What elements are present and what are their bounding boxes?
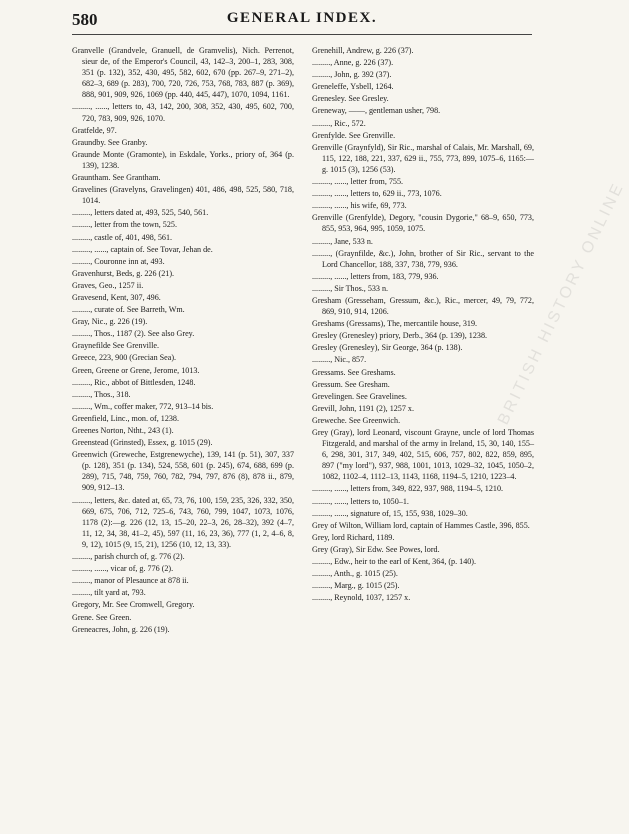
index-entry: Granvelle (Grandvele, Granuell, de Gramvelis), Nich. Perrenot, sieur de, of the Emperor's Council, 43, 142–3, 200–1, 283, 308, 351 (p. 132), 352, 430, 495, 582, 602, 670 (pp. 267–9, 271–2), 682–3, 689 (p. 283), 700, 720, 726, 753, 768, 783, 887 (p. 369), 888, 901, 909, 926, 1069 (pp. 440, 445, 447), 1070, 1094, 1161. [72, 46, 294, 100]
index-entry: Gressum. See Gresham. [312, 379, 390, 389]
index-entry: ........., John, g. 392 (37). [312, 70, 392, 80]
index-entry: ........., ......, signature of, 15, 155, 938, 1029–30. [312, 508, 468, 518]
index-entry: Green, Greene or Grene, Jerome, 1013. [72, 365, 200, 375]
index-column-left [72, 45, 294, 636]
index-entry: Greenfield, Linc., mon. of, 1238. [72, 413, 179, 423]
index-entry: Gregory, Mr. See Cromwell, Gregory. [72, 600, 195, 610]
index-entry: Grevelingen. See Gravelines. [312, 391, 407, 401]
index-column-right [312, 45, 534, 604]
index-entry: ........., manor of Plesaunce at 878 ii. [72, 576, 189, 586]
index-entry: ........., ......, letters to, 629 ii., 773, 1076. [312, 189, 442, 199]
index-entry: ........., ......, letters to, 1050–1. [312, 496, 409, 506]
index-entry: ........., ......, his wife, 69, 773. [312, 201, 407, 211]
index-entry: Gravelines (Gravelyns, Gravelingen) 401, 486, 498, 525, 580, 718, 1014. [72, 185, 294, 206]
index-entry: Greneacres, John, g. 226 (19). [72, 624, 170, 634]
index-entry: ........., letter from the town, 525. [72, 220, 177, 230]
page-header [72, 10, 532, 32]
index-entry: ........., tilt yard at, 793. [72, 588, 146, 598]
index-entry: Greweche. See Greenwich. [312, 415, 401, 425]
index-entry: ........., letters, &c. dated at, 65, 73, 76, 100, 159, 235, 326, 332, 350, 669, 675, 706, 712, 725–6, 743, 760, 799, 1047, 1073, 1076, 1178 (2):—g. 226 (12, 13, 15–20, 22–3, 26, 28–32), 392 (4–7, 11, 12, 34, 38, 41–2, 45), 597 (11, 16, 23, 36), 777 (1, 2, 4–6, 8, 9, 12), 1015 (9, 15, 21), 1256 (10, 12, 13, 33). [72, 495, 294, 549]
index-entry: ........., Edw., heir to the earl of Kent, 364, (p. 140). [312, 557, 477, 567]
index-entry: ........., ......, letters to, 43, 142, 200, 308, 352, 430, 495, 602, 700, 720, 783, 909, 926, 1070. [72, 102, 294, 123]
index-entry: ........., Marg., g. 1015 (25). [312, 581, 400, 591]
index-entry: Greneleffe, Ysbell, 1264. [312, 82, 394, 92]
index-entry: Grauntham. See Grantham. [72, 173, 161, 183]
index-entry: Greenes Norton, Ntht., 243 (1). [72, 426, 174, 435]
index-entry: ........., Thos., 318. [72, 389, 131, 399]
header-rule [72, 34, 532, 35]
index-entry: Gressams. See Greshams. [312, 367, 396, 377]
index-entry: ........., parish church of, g. 776 (2). [72, 552, 185, 562]
index-entry: Gresley (Grenesley) priory, Derb., 364 (p. 139), 1238. [312, 331, 488, 341]
index-entry: Greenstead (Grinsted), Essex, g. 1015 (29). [72, 438, 213, 448]
index-entry: ........., Wm., coffer maker, 772, 913–14 bis. [72, 401, 214, 411]
index-entry: ........., (Graynfilde, &c.), John, brother of Sir Ric., servant to the Lord Chancellor, 188, 337, 738, 779, 936. [312, 248, 534, 269]
index-entry: Graves, Geo., 1257 ii. [72, 280, 144, 290]
index-entry: Graynefilde See Grenville. [72, 341, 159, 351]
index-entry: Grenville (Grenfylde), Degory, "cousin Dygorie," 68–9, 650, 773, 855, 953, 964, 995, 1059, 1075. [312, 213, 534, 234]
index-entry: Greece, 223, 900 (Grecian Sea). [72, 353, 177, 363]
index-entry: Grey (Gray), Sir Edw. See Powes, lord. [312, 544, 440, 554]
index-entry: ........., Anth., g. 1015 (25). [312, 569, 398, 579]
page-title: GENERAL INDEX. [226, 10, 378, 26]
index-entry: ........., letters dated at, 493, 525, 540, 561. [72, 208, 209, 218]
index-entry: Greenwich (Greweche, Estgrenewyche), 139, 141 (p. 51), 307, 337 (p. 128), 351 (p. 134), 524, 558, 601 (p. 245), 674, 688, 699 (p. 289), 715, 748, 759, 760, 782, 794, 797, 876 (8), 878 ii., 879, 909, 912–13. [72, 450, 294, 493]
index-entry: ........., Thos., 1187 (2). See also Grey. [72, 329, 195, 339]
index-entry: Gravenhurst, Beds, g. 226 (21). [72, 268, 175, 278]
index-entry: Grenville (Graynfyld), Sir Ric., marshal of Calais, Mr. Marshall, 69, 115, 122, 188, 221, 337, 629 ii., 755, 773, 899, 1075–6, 1165:—g. 1015 (3), 1256 (53). [312, 142, 534, 174]
index-entry: Grenfylde. See Grenville. [312, 130, 396, 140]
index-entry: ........., ......, captain of. See Tovar, Jehan de. [72, 244, 213, 254]
index-entry: Gray, Nic., g. 226 (19). [72, 317, 148, 327]
index-entry: Gresley (Grenesley), Sir George, 364 (p. 138). [312, 343, 463, 353]
index-entry: Greshams (Gressams), The, mercantile house, 319. [312, 319, 478, 329]
index-entry: Greneway, ——, gentleman usher, 798. [312, 106, 441, 116]
index-entry: Grey (Gray), lord Leonard, viscount Grayne, uncle of lord Thomas Fitzgerald, and marshal of the army in Ireland, 15, 30, 140, 155–6, 298, 301, 317, 349, 402, 515, 606, 757, 802, 822, 859, 895, 897 ("my lord"), 937, 988, 1001, 1013, 1029–32, 1045, 1050–2, 1082, 1102–4, 1112–13, 1143, 1168, 1194–5, 1210, 1223–4. [312, 428, 534, 482]
index-entry: Gratfelde, 97. [72, 125, 117, 135]
index-entry: ........., Ric., abbot of Bittlesden, 1248. [72, 377, 196, 387]
index-entry: Grene. See Green. [72, 612, 132, 622]
index-entry: ........., Jane, 533 n. [312, 236, 373, 246]
index-entry: Grey, lord Richard, 1189. [312, 532, 395, 542]
index-entry: ........., castle of, 401, 498, 561. [72, 232, 173, 242]
index-entry: Grevill, John, 1191 (2), 1257 x. [312, 403, 414, 413]
index-entry: Grey of Wilton, William lord, captain of Hammes Castle, 396, 855. [312, 520, 530, 530]
page-number: 580 [72, 10, 98, 29]
index-entry: ........., ......, letters from, 183, 779, 936. [312, 271, 439, 281]
index-entry: ........., Nic., 857. [312, 355, 367, 365]
index-entry: ........., Couronne inn at, 493. [72, 256, 165, 266]
watermark: BRITISH HISTORY ONLINE [495, 179, 628, 428]
index-entry: ........., ......, letters from, 349, 822, 937, 988, 1194–5, 1210. [312, 484, 504, 494]
index-entry: Gresham (Gresseham, Gressum, &c.), Ric., mercer, 49, 79, 772, 869, 910, 914, 1206. [312, 295, 534, 317]
index-entry: ........., Sir Thos., 533 n. [312, 283, 389, 293]
index-entry: ........., ......, letter from, 755. [312, 177, 404, 187]
index-entry: ........., Reynold, 1037, 1257 x. [312, 593, 411, 603]
index-entry: Grenesley. See Gresley. [312, 94, 389, 104]
index-entry: Gravesend, Kent, 307, 496. [72, 292, 161, 302]
index-entry: ........., ......, vicar of, g. 776 (2). [72, 564, 174, 574]
index-entry: ........., Ric., 572. [312, 118, 366, 128]
index-entry: ........., Anne, g. 226 (37). [312, 58, 394, 68]
index-entry: Graunde Monte (Gramonte), in Eskdale, Yorks., priory of, 364 (p. 139), 1238. [72, 149, 294, 170]
index-entry: Grenehill, Andrew, g. 226 (37). [312, 46, 414, 55]
index-entry: ........., curate of. See Barreth, Wm. [72, 305, 185, 315]
index-entry: Graundby. See Granby. [72, 137, 148, 147]
